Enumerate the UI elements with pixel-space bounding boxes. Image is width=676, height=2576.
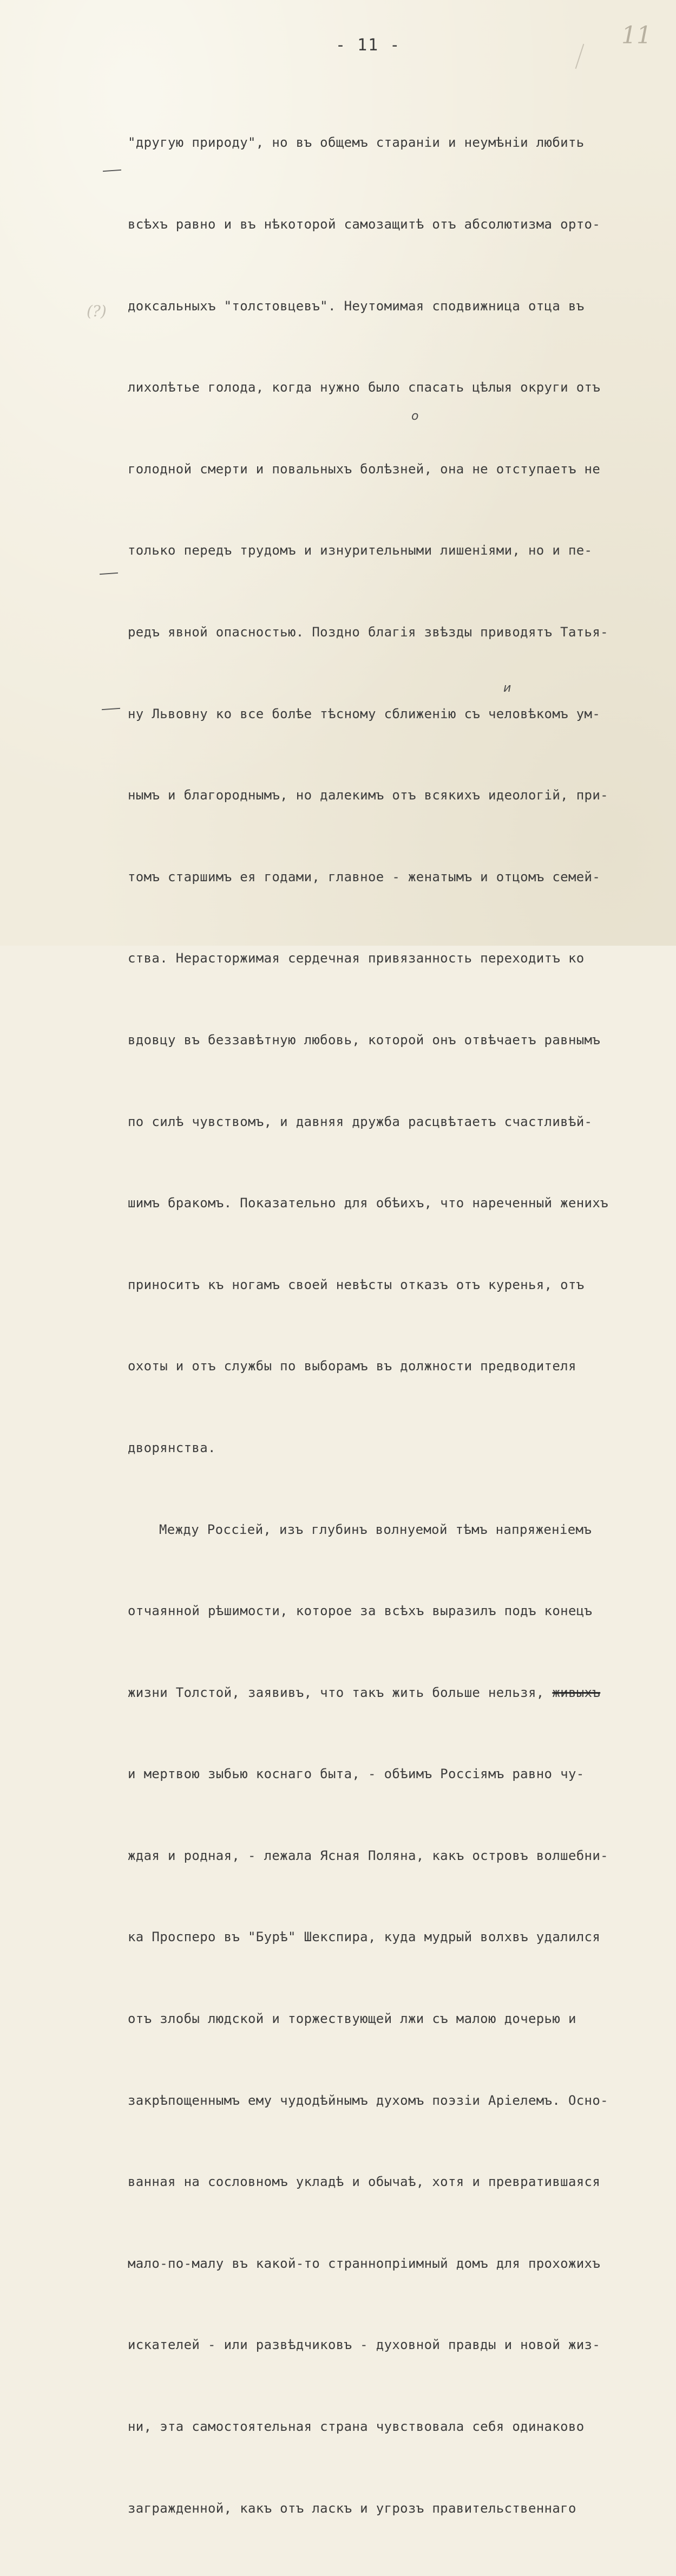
text-line: ни, эта самостоятельная страна чувствовала себя одинаково (128, 2419, 585, 2435)
text-line: голодной смерти и повальныхъ болѣзней, она не отступаетъ не (128, 461, 601, 477)
text-line: по силѣ чувствомъ, и давняя дружба расцвѣтаетъ счастливѣй- (128, 1114, 593, 1129)
text-line: только передъ трудомъ и изнурительными лишеніями, но и пе- (128, 543, 593, 558)
text-line: отъ злобы людской и торжествующей лжи съ малою дочерью и (128, 2011, 576, 2027)
text-line: ка Просперо въ "Бурѣ" Шекспира, куда мудрый волхвъ удалился (128, 1929, 601, 1945)
margin-question-mark: (?) (87, 302, 107, 320)
text-line: мало-по-малу въ какой-то страннопріимный домъ для прохожихъ (128, 2255, 601, 2271)
margin-dash-1 (103, 170, 121, 172)
text-line: шимъ бракомъ. Показательно для обѣихъ, что нареченный женихъ (128, 1195, 608, 1211)
pencil-stroke (575, 44, 585, 69)
text-line: томъ старшимъ ея годами, главное - женатымъ и отцомъ семей- (128, 869, 601, 884)
text-line: искателей - или развѣдчиковъ - духовной правды и новой жиз- (128, 2337, 601, 2353)
text-line: охоты и отъ службы по выборамъ въ должности предводителя (128, 1358, 576, 1374)
text-line: лихолѣтье голода, когда нужно было спасать цѣлыя округи отъ (128, 380, 601, 395)
text-line: доксальныхъ "толстовцевъ". Неутомимая сподвижница отца въ (128, 298, 585, 314)
text-line: вдовцу въ беззавѣтную любовь, которой онъ отвѣчаетъ равнымъ (128, 1032, 601, 1048)
text-line-fragment: жизни Толстой, заявивъ, что такъ жить больше нельзя, (128, 1684, 544, 1700)
text-line: нымъ и благороднымъ, но далекимъ отъ всякихъ идеологій, при- (128, 788, 608, 803)
text-line: всѣхъ равно и въ нѣкоторой самозащитѣ отъ абсолютизма орто- (128, 217, 601, 232)
text-line: дворянства. (128, 1440, 216, 1455)
struck-word: живыхъ (552, 1684, 601, 1700)
folio-number: 11 (621, 22, 652, 49)
text-line: отчаянной рѣшимости, которое за всѣхъ выразилъ подъ конецъ (128, 1603, 593, 1619)
margin-dash-2 (100, 573, 118, 575)
page-number: - 11 - (336, 36, 401, 55)
margin-dash-3 (102, 708, 120, 710)
text-line: "другую природу", но въ общемъ стараніи и неумѣніи любить (128, 135, 585, 151)
body-text (128, 75, 647, 2576)
correction-o: о (411, 409, 419, 423)
text-line: редъ явной опасностью. Поздно благія звѣзды приводятъ Татья- (128, 624, 608, 640)
text-line: Между Россіей, изъ глубинъ волнуемой тѣмъ напряженіемъ (159, 1521, 592, 1537)
text-line: загражденной, какъ отъ ласкъ и угрозъ правительственнаго (128, 2500, 576, 2516)
text-line: ванная на сословномъ укладѣ и обычаѣ, хотя и превратившаяся (128, 2174, 601, 2190)
text-line: ждая и родная, - лежала Ясная Поляна, какъ островъ волшебни- (128, 1848, 608, 1863)
correction-i: и (503, 681, 511, 695)
text-line: приноситъ къ ногамъ своей невѣсты отказъ отъ куренья, отъ (128, 1277, 585, 1292)
text-line: ну Львовну ко все болѣе тѣсному сближенію съ человѣкомъ ум- (128, 706, 601, 721)
text-line: ства. Нерасторжимая сердечная привязанность переходитъ ко (128, 951, 585, 966)
text-line: и мертвою зыбью коснаго быта, - обѣимъ Россіямъ равно чу- (128, 1766, 585, 1782)
text-line: закрѣпощеннымъ ему чудодѣйнымъ духомъ поэзіи Аріелемъ. Осно- (128, 2092, 608, 2108)
text-line-with-strike (128, 1679, 647, 1706)
